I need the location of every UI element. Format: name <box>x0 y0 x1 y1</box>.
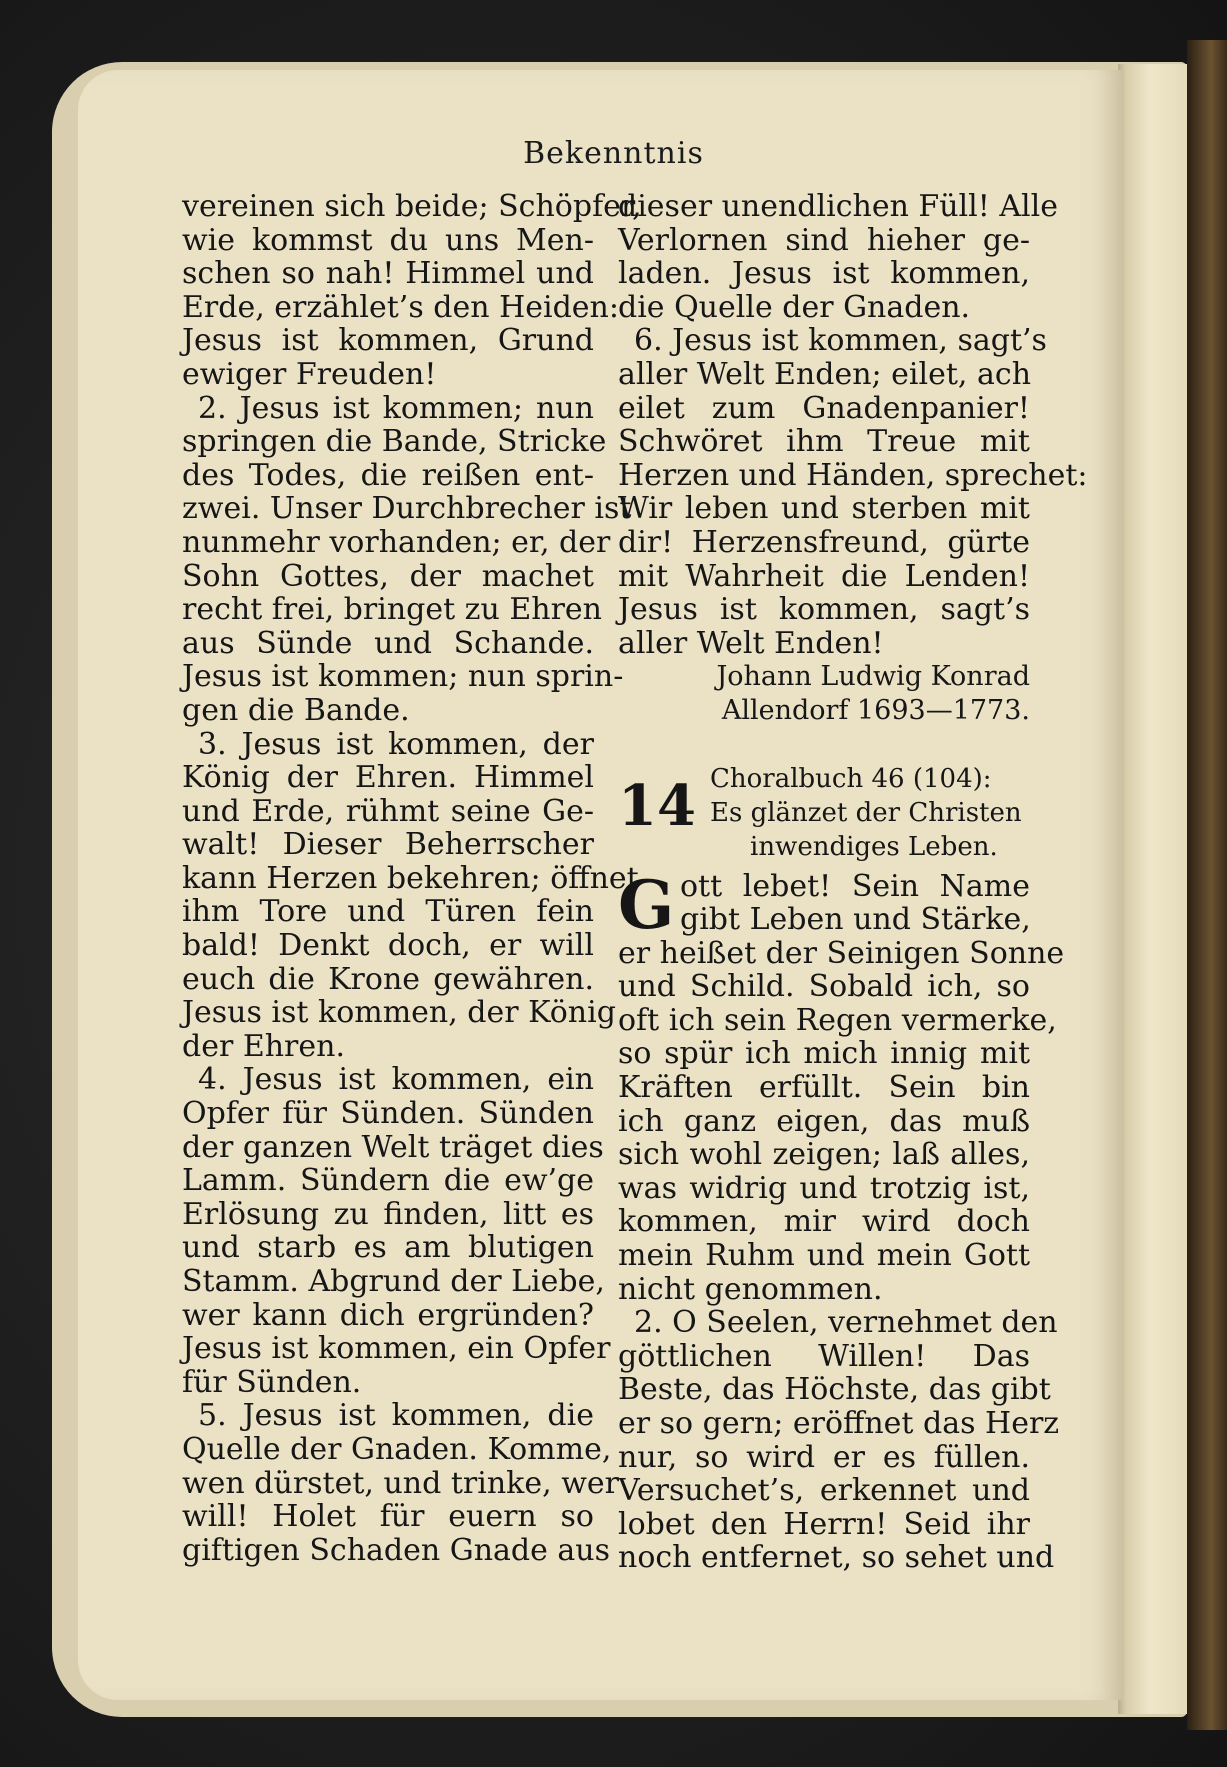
text-line: Verlornen sind hieher ge- <box>618 222 1030 258</box>
text-line: Sohn Gottes, der machet <box>182 558 594 594</box>
verse-start-line: 3. Jesus ist kommen, der <box>198 726 594 762</box>
text-line: er so gern; eröffnet das Herz <box>618 1406 1060 1441</box>
text-line: Herzen und Händen, sprechet: <box>618 457 1088 493</box>
author-dates: Allendorf 1693—1773. <box>721 694 1030 726</box>
text-line: was widrig und trotzig ist, <box>618 1170 1030 1206</box>
text-line: mein Ruhm und mein Gott <box>618 1238 1030 1274</box>
text-line: springen die Bande, Stricke <box>182 424 607 460</box>
author-name: Johann Ludwig Konrad <box>716 661 1030 693</box>
text-line: will! Holet für euern so <box>182 1499 594 1535</box>
text-line: Erlösung zu finden, litt es <box>182 1196 594 1232</box>
text-line: König der Ehren. Himmel <box>182 760 594 796</box>
text-line: oft ich sein Regen vermerke, <box>618 1002 1057 1038</box>
text-line: Jesus ist kommen; nun sprin- <box>182 659 624 695</box>
text-line: und Schild. Sobald ich, so <box>618 969 1030 1005</box>
verse-start-line: 2. Jesus ist kommen; nun <box>198 390 594 426</box>
text-line: die Quelle der Gnaden. <box>618 289 971 325</box>
text-line: eilet zum Gnadenpanier! <box>618 390 1030 426</box>
text-line: Schwöret ihm Treue mit <box>618 424 1030 460</box>
hymn-title-line: Es glänzet der Christen <box>710 797 1022 828</box>
drop-cap: G <box>618 865 675 944</box>
text-line: Opfer für Sünden. Sünden <box>182 1096 594 1132</box>
verse-start-line: 2. O Seelen, vernehmet den <box>634 1305 1058 1341</box>
text-line: Jesus ist kommen, der König <box>182 995 616 1031</box>
text-line: noch entfernet, so sehet und <box>618 1540 1055 1576</box>
text-line: gibt Leben und Stärke, <box>680 902 1031 938</box>
text-line: nicht genommen. <box>618 1271 883 1307</box>
text-line: Beste, das Höchste, das gibt <box>618 1372 1051 1408</box>
text-line: kann Herzen bekehren; öffnet <box>182 860 639 896</box>
text-line: und Erde, rühmt seine Ge- <box>182 793 594 829</box>
choralbuch-reference: Choralbuch 46 (104): <box>710 763 992 794</box>
text-line: aller Welt Enden! <box>618 625 884 661</box>
text-line: giftigen Schaden Gnade aus <box>182 1532 611 1568</box>
text-line: Quelle der Gnaden. Komme, <box>182 1431 612 1467</box>
text-line: so spür ich mich innig mit <box>618 1036 1030 1072</box>
text-line: Jesus ist kommen, ein Opfer <box>182 1331 611 1367</box>
right-column <box>618 189 1088 1576</box>
text-line: wer kann dich ergründen? <box>182 1297 594 1333</box>
text-line: Versuchet’s, erkennet und <box>618 1473 1030 1509</box>
text-line: ewiger Freuden! <box>182 356 437 392</box>
text-line: nur, so wird er es füllen. <box>618 1439 1030 1475</box>
text-line: nunmehr vorhanden; er, der <box>182 524 611 560</box>
running-header: Bekenntnis <box>523 136 704 171</box>
text-line: Stamm. Abgrund der Liebe, <box>182 1264 605 1299</box>
text-line: euch die Krone gewähren. <box>182 961 594 997</box>
text-line: göttlichen Willen! Das <box>618 1338 1030 1374</box>
text-line: kommen, mir wird doch <box>618 1204 1030 1240</box>
text-line: des Todes, die reißen ent- <box>182 457 594 493</box>
text-line: schen so nah! Himmel und <box>182 256 594 292</box>
verse-start-line: 4. Jesus ist kommen, ein <box>198 1062 594 1098</box>
text-line: wie kommst du uns Men- <box>182 222 594 258</box>
text-line: der ganzen Welt träget dies <box>182 1129 604 1165</box>
text-line: er heißet der Seinigen Sonne <box>618 935 1065 971</box>
text-line: Erde, erzählet’s den Heiden: <box>182 289 619 325</box>
hymn-opening <box>618 865 1031 944</box>
text-line: zwei. Unser Durchbrecher ist <box>182 491 632 527</box>
text-line: aller Welt Enden; eilet, ach <box>618 356 1032 392</box>
text-line: walt! Dieser Beherrscher <box>182 827 594 863</box>
verse-start-line: 5. Jesus ist kommen, die <box>198 1398 594 1434</box>
text-line: gen die Bande. <box>182 692 410 728</box>
text-line: ott lebet! Sein Name <box>680 868 1030 904</box>
left-column <box>182 189 642 1568</box>
text-line: recht frei, bringet zu Ehren <box>182 592 602 628</box>
page-gutter <box>1125 64 1187 1714</box>
text-line: bald! Denkt doch, er will <box>182 928 594 964</box>
verse-start-line: 6. Jesus ist kommen, sagt’s <box>634 323 1047 359</box>
text-line: Lamm. Sündern die ew’ge <box>182 1163 594 1199</box>
hymn-reference-block <box>710 762 1022 864</box>
text-line: ich ganz eigen, das muß <box>618 1103 1030 1139</box>
text-line: vereinen sich beide; Schöpfer, <box>182 189 642 224</box>
book-spine-edge <box>1187 40 1227 1730</box>
text-line: Jesus ist kommen, sagt’s <box>618 592 1030 628</box>
text-line: für Sünden. <box>182 1364 362 1400</box>
text-line: Kräften erfüllt. Sein bin <box>618 1070 1030 1106</box>
hymn-heading <box>618 762 1030 870</box>
text-line: Wir leben und sterben mit <box>618 491 1030 527</box>
text-line: dir! Herzensfreund, gürte <box>618 524 1030 560</box>
text-line: und starb es am blutigen <box>182 1230 594 1266</box>
hymn-title-line: inwendiges Leben. <box>750 831 998 862</box>
text-line: ihm Tore und Türen fein <box>182 894 594 930</box>
text-line: wen dürstet, und trinke, wer <box>182 1465 619 1501</box>
hymn-number: 14 <box>618 772 696 839</box>
text-line: laden. Jesus ist kommen, <box>618 256 1030 292</box>
text-line: mit Wahrheit die Lenden! <box>618 558 1030 594</box>
text-line: aus Sünde und Schande. <box>182 625 594 661</box>
text-line: Jesus ist kommen, Grund <box>182 323 594 359</box>
text-line: lobet den Herrn! Seid ihr <box>618 1506 1030 1542</box>
text-line: sich wohl zeigen; laß alles, <box>618 1137 1030 1173</box>
text-line: dieser unendlichen Füll! Alle <box>618 189 1058 224</box>
text-line: der Ehren. <box>182 1028 346 1064</box>
